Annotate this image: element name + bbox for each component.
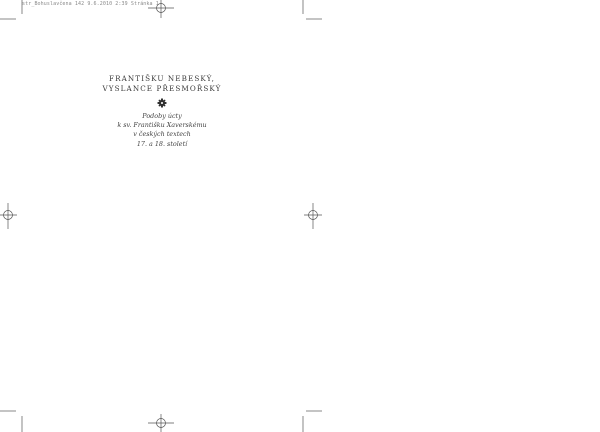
title-line-2: VYSLANCE PŘESMOŘSKÝ xyxy=(102,84,222,93)
subtitle-line-1: Podoby úcty xyxy=(142,112,182,120)
registration-mark-bottom xyxy=(148,414,174,432)
title-line-1: FRANTIŠKU NEBESKÝ, xyxy=(109,74,215,83)
print-slug: str_Bohuslavčena 142 9.6.2010 2:39 Stránka 1 xyxy=(22,1,159,7)
subtitle-line-4: 17. a 18. století xyxy=(136,139,188,148)
subtitle-line-2: k sv. Františku Xaverskému xyxy=(117,121,207,130)
subtitle-line-3: v českých textech xyxy=(133,130,191,139)
floral-ornament-icon xyxy=(100,98,224,108)
registration-mark-right xyxy=(304,203,322,229)
subtitle xyxy=(100,112,224,149)
title-page xyxy=(100,74,224,149)
registration-mark-left xyxy=(0,203,17,229)
registration-mark-top xyxy=(148,0,174,18)
